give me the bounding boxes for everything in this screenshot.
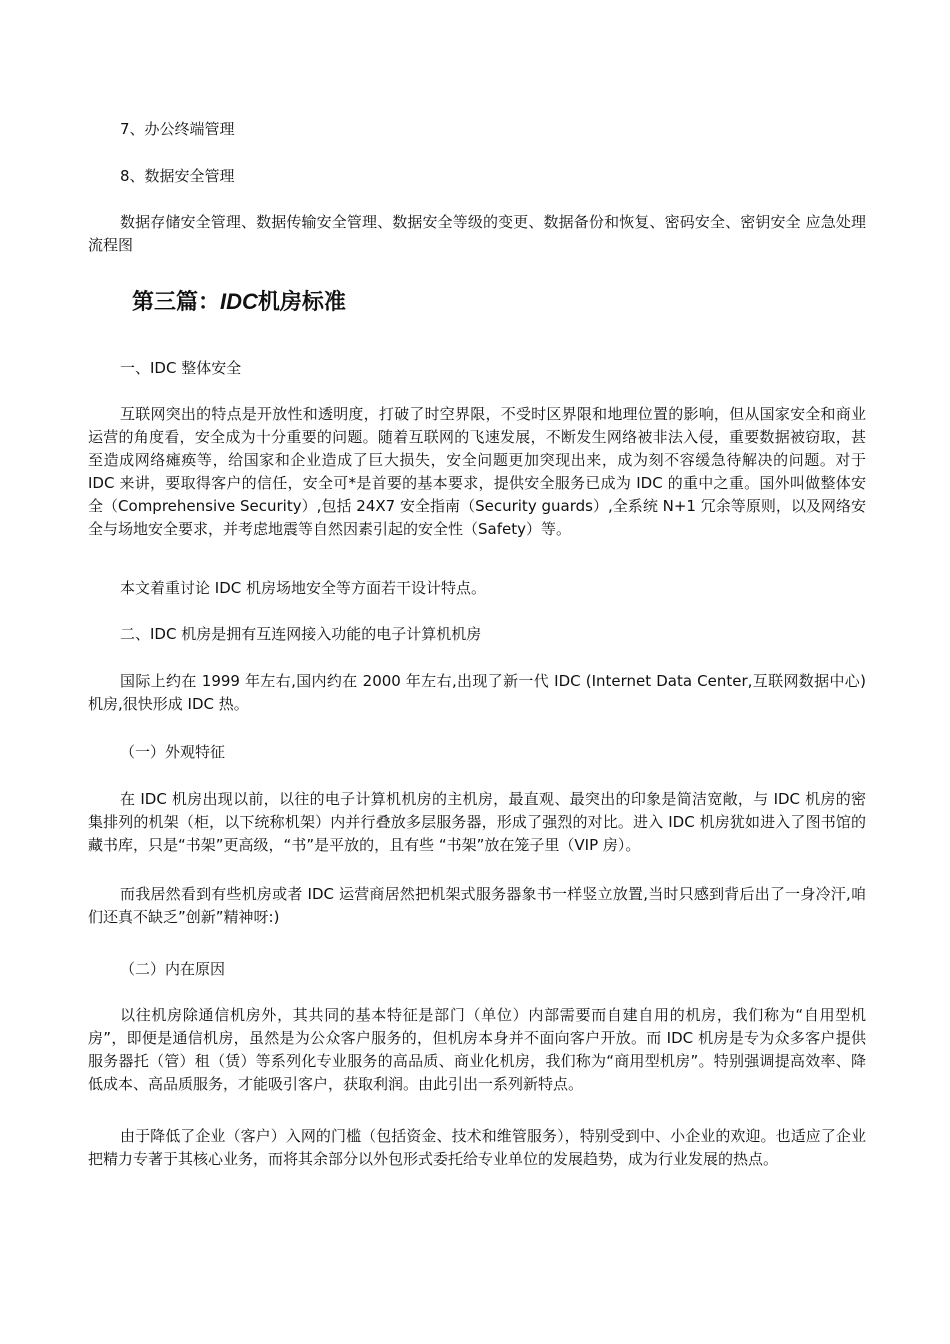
data-security-items-paragraph: 数据存储安全管理、数据传输安全管理、数据安全等级的变更、数据备份和恢复、密码安全、密钥安全 应急处理流程图 <box>88 213 866 254</box>
subsection-1-paragraph-1: 在 IDC 机房出现以前，以往的电子计算机机房的主机房，最直观、最突出的印象是简洁宽敞，与 IDC 机房的密集排列的机架（柜，以下统称机架）内并行叠放多层服务器，形成了强烈的对比。进入 IDC 机房犹如进入了图书馆的藏书库，只是“书架”更高级，“书”是平放的，且有些 “书架”放在笼子里（VIP 房）。 <box>88 790 866 854</box>
list-item-data-security: 8、数据安全管理 <box>120 167 235 185</box>
subsection-2-paragraph-2: 由于降低了企业（客户）入网的门槛（包括资金、技术和维管服务），特别受到中、小企业的欢迎。也适应了企业把精力专著于其核心业务，而将其余部分以外包形式委托给专业单位的发展趋势，成为行业发展的热点。 <box>88 1127 866 1168</box>
section-2-paragraph: 国际上约在 1999 年左右,国内约在 2000 年左右,出现了新一代 IDC (Internet Data Center,互联网数据中心)机房,很快形成 IDC 热。 <box>88 672 866 713</box>
section-1-note: 本文着重讨论 IDC 机房场地安全等方面若干设计特点。 <box>120 579 486 597</box>
subsection-1-paragraph-2: 而我居然看到有些机房或者 IDC 运营商居然把机架式服务器象书一样竖立放置,当时只感到背后出了一身冷汗,咱们还真不缺乏”创新”精神呀:) <box>88 885 866 926</box>
chapter-title-prefix: 第三篇： <box>132 289 221 315</box>
subsection-2-heading: （二）内在原因 <box>120 960 226 978</box>
chapter-title-suffix: 机房标准 <box>257 289 346 315</box>
subsection-2-paragraph-1: 以往机房除通信机房外，其共同的基本特征是部门（单位）内部需要而自建自用的机房，我们称为“自用型机房”，即便是通信机房，虽然是为公众客户服务的，但机房本身并不面向客户开放。而 IDC 机房是专为众多客户提供服务器托（管）租（赁）等系列化专业服务的高品质、商业化机房，我们称为“商用型机房”。特别强调提高效率、降低成本、高品质服务，才能吸引客户，获取利润。由此引出一系列新特点。 <box>88 1006 866 1093</box>
chapter-title-idc: IDC <box>220 289 258 314</box>
list-item-office-terminal: 7、办公终端管理 <box>120 120 235 138</box>
section-1-heading: 一、IDC 整体安全 <box>120 359 242 377</box>
subsection-1-heading: （一）外观特征 <box>120 743 226 761</box>
section-1-paragraph: 互联网突出的特点是开放性和透明度，打破了时空界限，不受时区界限和地理位置的影响，但从国家安全和商业运营的角度看，安全成为十分重要的问题。随着互联网的飞速发展，不断发生网络被非法入侵，重要数据被窃取，甚至造成网络瘫痪等，给国家和企业造成了巨大损失，安全问题更加突现出来，成为刻不容缓急待解决的问题。对于 IDC 来讲，要取得客户的信任，安全可*是首要的基本要求，提供安全服务已成为 IDC 的重中之重。国外叫做整体安全（Comprehensive Security）,包括 24X7 安全指南（Security guards）,全系统 N+1 冗余等原则，以及网络安全与场地安全要求，并考虑地震等自然因素引起的安全性（Safety）等。 <box>88 405 866 538</box>
section-2-heading: 二、IDC 机房是拥有互连网接入功能的电子计算机机房 <box>120 625 482 643</box>
chapter-title <box>132 286 346 318</box>
